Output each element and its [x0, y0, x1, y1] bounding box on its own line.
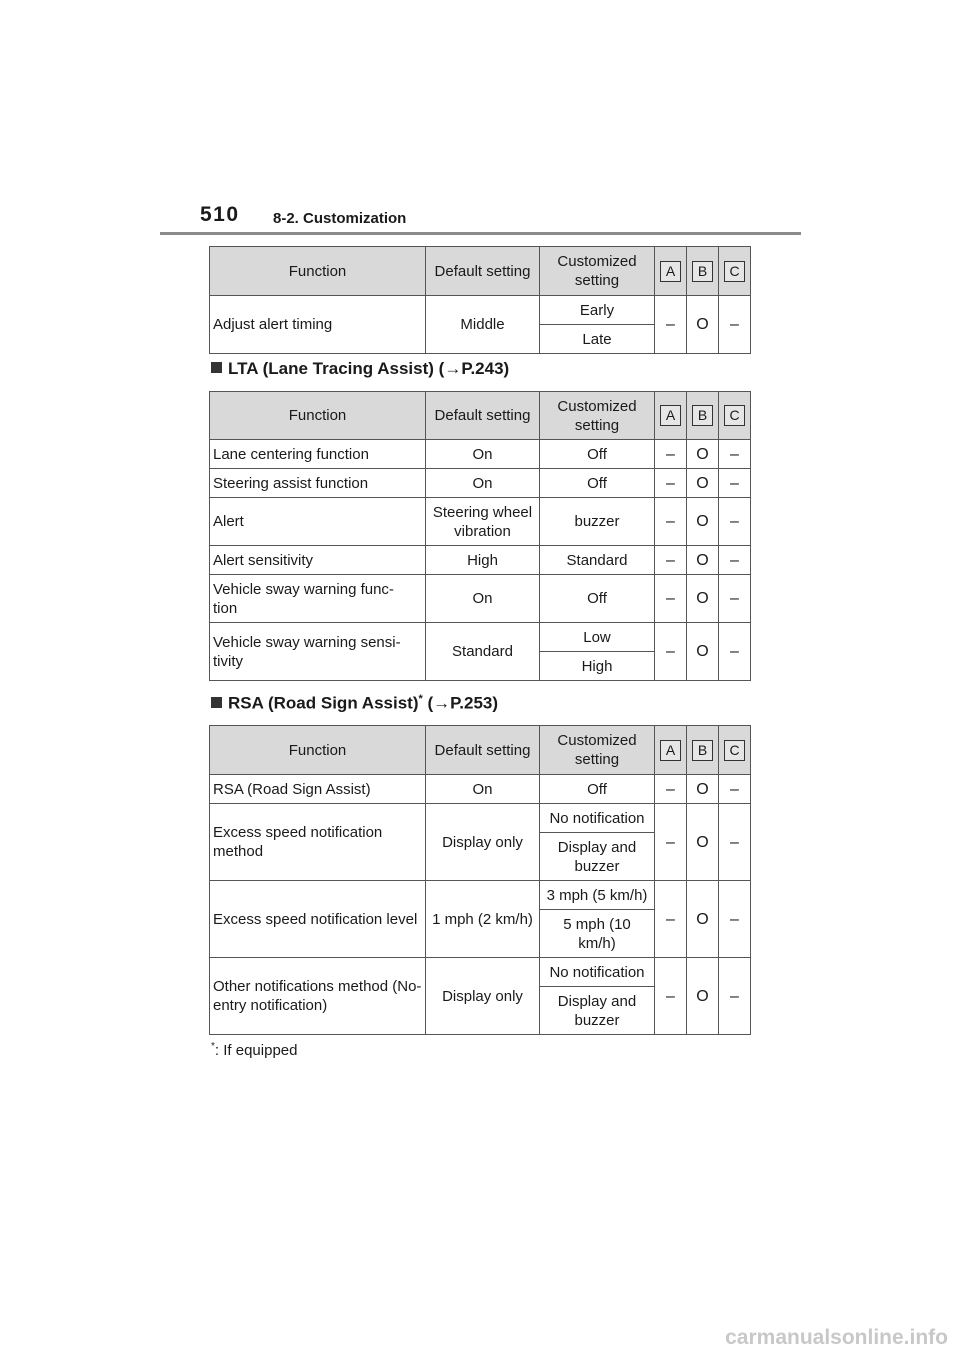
table-row: [210, 575, 751, 623]
c-cell: –: [719, 498, 751, 546]
page-number: 510: [200, 203, 240, 226]
c-cell: –: [719, 575, 751, 623]
table-alert-timing: [209, 246, 751, 354]
b-cell: O: [687, 546, 719, 575]
footnote: [211, 1041, 297, 1059]
function-cell: Lane centering function: [210, 440, 426, 469]
a-cell: –: [655, 575, 687, 623]
b-cell: O: [687, 440, 719, 469]
c-cell: –: [719, 804, 751, 881]
b-cell: O: [687, 804, 719, 881]
col-function: Function: [210, 726, 426, 775]
col-c-icon: C: [724, 261, 745, 282]
default-cell: Middle: [426, 296, 540, 354]
table-row: [210, 623, 751, 652]
lta-heading-text: LTA (Lane Tracing Assist) (: [228, 359, 445, 378]
c-cell: –: [719, 296, 751, 354]
table-lta: [209, 391, 751, 681]
col-default: Default setting: [426, 726, 540, 775]
a-cell: –: [655, 623, 687, 681]
default-cell: On: [426, 775, 540, 804]
custom-cell: Off: [540, 469, 655, 498]
table-header-row: [210, 392, 751, 440]
custom-cell: High: [540, 652, 655, 681]
col-custom: Customized setting: [540, 247, 655, 296]
b-cell: O: [687, 623, 719, 681]
b-cell: O: [687, 881, 719, 958]
lta-heading: [211, 359, 509, 379]
lta-page-ref[interactable]: P.243): [461, 359, 510, 378]
c-cell: –: [719, 958, 751, 1035]
custom-cell: buzzer: [540, 498, 655, 546]
default-cell: Display only: [426, 958, 540, 1035]
table-header-row: [210, 247, 751, 296]
c-cell: –: [719, 881, 751, 958]
default-cell: Standard: [426, 623, 540, 681]
custom-cell: No notification: [540, 804, 655, 833]
custom-cell: Late: [540, 325, 655, 354]
function-cell: Other notifications method (No-entry notification): [210, 958, 426, 1035]
arrow-right-icon: →: [433, 693, 451, 713]
footnote-mark: *: [211, 1041, 215, 1052]
function-cell: Steering assist function: [210, 469, 426, 498]
default-cell: On: [426, 440, 540, 469]
col-b-icon: B: [692, 740, 713, 761]
rsa-page-ref[interactable]: P.253): [450, 693, 499, 713]
section-title: 8-2. Customization: [273, 210, 407, 227]
a-cell: –: [655, 881, 687, 958]
custom-cell: Early: [540, 296, 655, 325]
table-row: [210, 469, 751, 498]
b-cell: O: [687, 775, 719, 804]
c-cell: –: [719, 775, 751, 804]
function-cell: Excess speed notification method: [210, 804, 426, 881]
c-cell: –: [719, 469, 751, 498]
a-cell: –: [655, 804, 687, 881]
square-bullet-icon: [211, 362, 222, 373]
function-cell: Vehicle sway warning sensi- tivity: [210, 623, 426, 681]
c-cell: –: [719, 623, 751, 681]
col-default: Default setting: [426, 392, 540, 440]
col-a-icon: A: [660, 261, 681, 282]
col-a-icon: A: [660, 740, 681, 761]
custom-cell: Low: [540, 623, 655, 652]
c-cell: –: [719, 440, 751, 469]
b-cell: O: [687, 469, 719, 498]
custom-cell: Display and buzzer: [540, 987, 655, 1035]
function-cell: Alert: [210, 498, 426, 546]
rsa-heading: [211, 693, 498, 714]
footnote-mark: *: [418, 693, 423, 705]
function-cell: Adjust alert timing: [210, 296, 426, 354]
b-cell: O: [687, 498, 719, 546]
custom-cell: Display and buzzer: [540, 833, 655, 881]
rsa-heading-paren: (: [422, 693, 434, 713]
a-cell: –: [655, 958, 687, 1035]
table-row: [210, 498, 751, 546]
default-cell: High: [426, 546, 540, 575]
custom-cell: Off: [540, 575, 655, 623]
table-row: [210, 440, 751, 469]
col-b-icon: B: [692, 261, 713, 282]
rsa-heading-text: RSA (Road Sign Assist): [228, 693, 419, 713]
watermark: carmanualsonline.info: [725, 1326, 948, 1349]
col-custom: Customized setting: [540, 726, 655, 775]
a-cell: –: [655, 775, 687, 804]
col-b-icon: B: [692, 405, 713, 426]
function-cell: RSA (Road Sign Assist): [210, 775, 426, 804]
table-row: [210, 804, 751, 833]
default-cell: Steering wheel vibration: [426, 498, 540, 546]
table-row: [210, 958, 751, 987]
c-cell: –: [719, 546, 751, 575]
custom-cell: Standard: [540, 546, 655, 575]
footnote-text: : If equipped: [214, 1042, 298, 1059]
table-header-row: [210, 726, 751, 775]
table-row: [210, 296, 751, 325]
b-cell: O: [687, 958, 719, 1035]
function-cell: Alert sensitivity: [210, 546, 426, 575]
col-default: Default setting: [426, 247, 540, 296]
header-rule: [160, 232, 801, 235]
col-function: Function: [210, 392, 426, 440]
a-cell: –: [655, 498, 687, 546]
custom-cell: Off: [540, 440, 655, 469]
function-cell: Vehicle sway warning func- tion: [210, 575, 426, 623]
square-bullet-icon: [211, 697, 222, 708]
col-c-icon: C: [724, 740, 745, 761]
default-cell: 1 mph (2 km/h): [426, 881, 540, 958]
col-c-icon: C: [724, 405, 745, 426]
default-cell: On: [426, 575, 540, 623]
a-cell: –: [655, 469, 687, 498]
custom-cell: 3 mph (5 km/h): [540, 881, 655, 910]
table-row: [210, 881, 751, 910]
table-row: [210, 546, 751, 575]
arrow-right-icon: →: [444, 359, 462, 378]
table-rsa: [209, 725, 751, 1035]
table-row: [210, 775, 751, 804]
col-a-icon: A: [660, 405, 681, 426]
a-cell: –: [655, 546, 687, 575]
col-custom: Customized setting: [540, 392, 655, 440]
default-cell: On: [426, 469, 540, 498]
function-cell: Excess speed notification level: [210, 881, 426, 958]
a-cell: –: [655, 440, 687, 469]
custom-cell: Off: [540, 775, 655, 804]
custom-cell: 5 mph (10 km/h): [540, 910, 655, 958]
col-function: Function: [210, 247, 426, 296]
custom-cell: No notification: [540, 958, 655, 987]
default-cell: Display only: [426, 804, 540, 881]
b-cell: O: [687, 575, 719, 623]
a-cell: –: [655, 296, 687, 354]
b-cell: O: [687, 296, 719, 354]
